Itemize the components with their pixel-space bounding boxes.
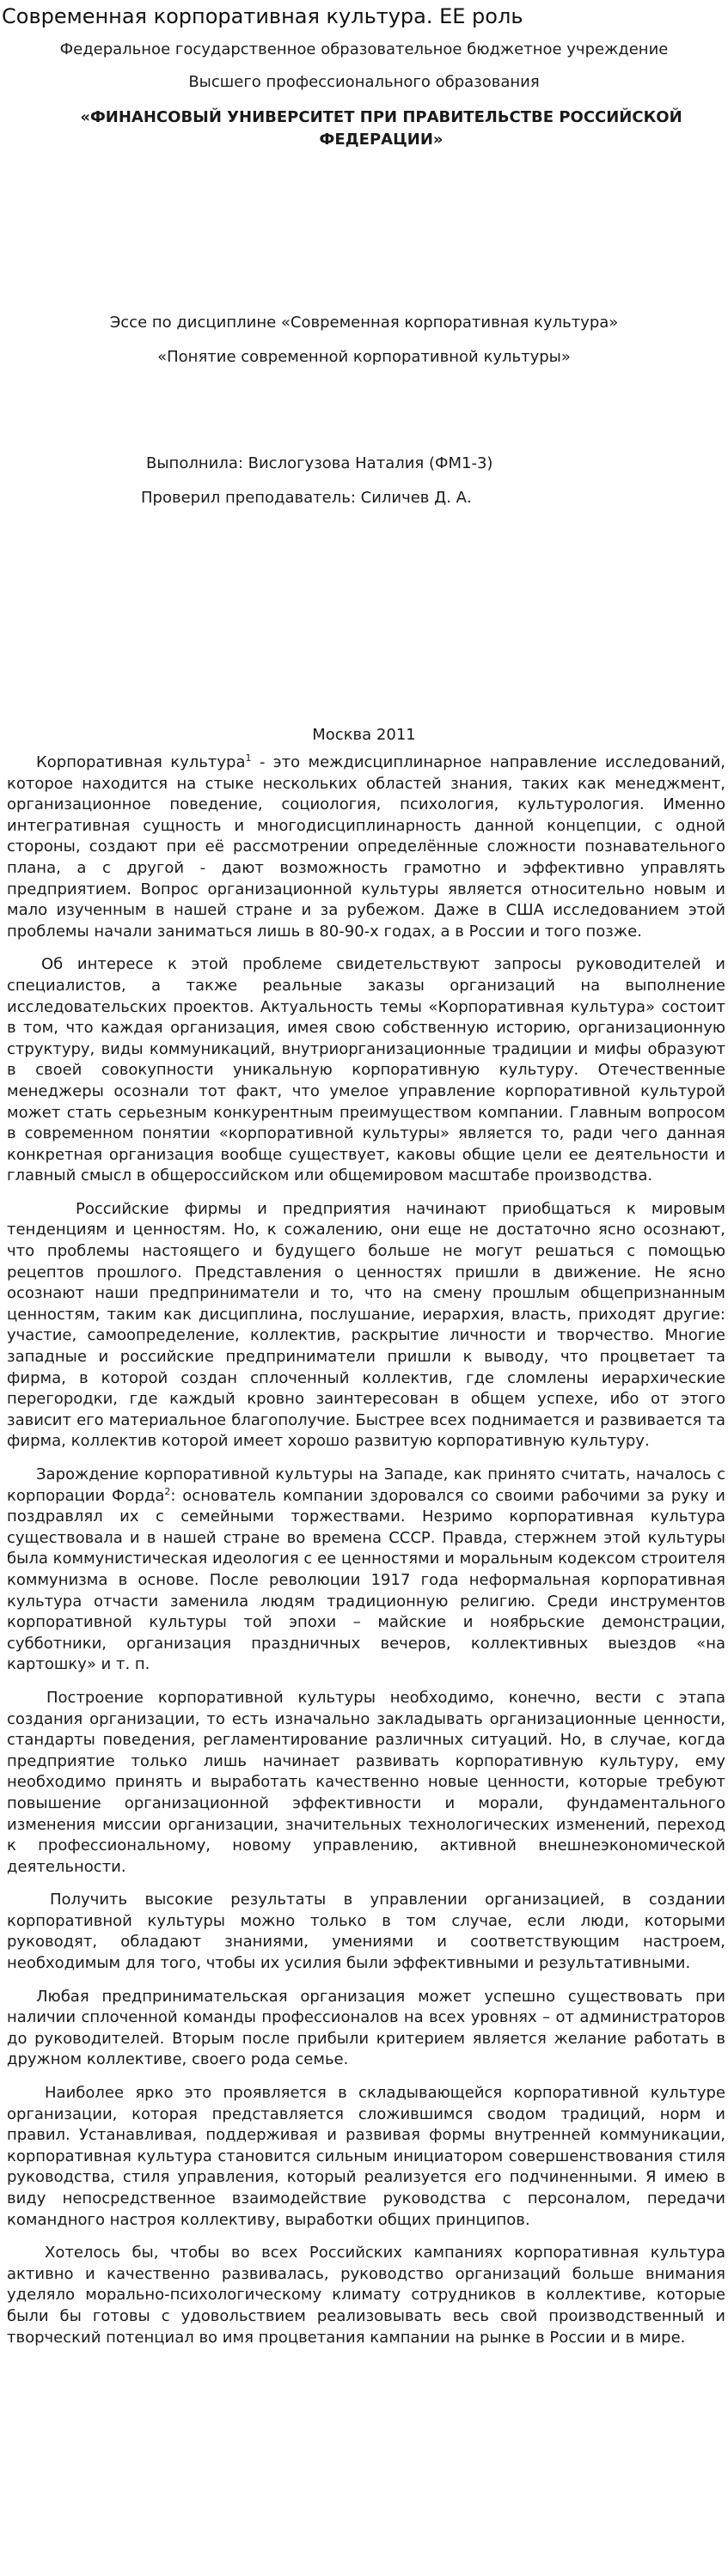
paragraph-text: Корпоративная культура bbox=[36, 753, 246, 771]
page-title: Современная корпоративная культура. ЕЕ роль bbox=[2, 4, 523, 28]
education-level: Высшего профессионального образования bbox=[188, 73, 540, 91]
paragraph-text: Российские фирмы и предприятия начинают приобщаться к мировым тенденциям и ценностям. Но, к сожалению, они еще не достаточно ясно осознают, что проблемы настоящего и будущего больше не могут решаться с помощью рецептов прошлого. Представления о ценностях пришли в движение. Не ясно осознают наши предприниматели и то, что на смену прошлым общепризнанным ценностям, таким как дисциплина, послушание, иерархия, власть, приходят другие: участие, самоопределение, коллектив, раскрытие личности и творчество. Многие западные и российские предприниматели пришли к выводу, что процветает та фирма, в которой создан сплоченный коллектив, где сломлены иерархические перегородки, где каждый кровно заинтересован в общем успехе, ибо от этого зависит его материальное благополучие. Быстрее всех поднимается и развивается та фирма, коллектив которой имеет хорошо развитую корпоративную культуру. bbox=[7, 1199, 725, 1451]
paragraph-text: Построение корпоративной культуры необходимо, конечно, вести с этапа создания организации, то есть изначально закладывать организационные ценности, стандарты поведения, регламентирование различных ситуаций. Но, в случае, когда предприятие только лишь начинает развивать корпоративную культуру, ему необходимо принять и выработать качественно новые ценности, которые требуют повышение организационной эффективности и морали, фундаментального изменения миссии организации, значительных технологических изменений, переход к профессиональному, новому управлению, активной внешнеэкономической деятельности. bbox=[7, 1688, 725, 1876]
essay-discipline: Эссе по дисциплине «Современная корпоративная культура» bbox=[109, 314, 619, 332]
city-year: Москва 2011 bbox=[312, 726, 416, 744]
essay-body bbox=[7, 752, 725, 2360]
paragraph-text: Любая предпринимательская организация может успешно существовать при наличии сплоченной команды профессионалов на всех уровнях – от администраторов до руководителей. Вторым после прибыли критерием является желание работать в дружном коллективе, своего рода семье. bbox=[7, 1987, 725, 2069]
paragraph-text: Хотелось бы, чтобы во всех Российских кампаниях корпоративная культура активно и качественно развивалась, руководство организаций больше внимания уделяло морально-психологическому климату сотрудников в коллективе, которые были бы готовы с удовольствием реализовывать весь свой производственный и творческий потенциал во имя процветания кампании на рынке в России и в мире. bbox=[7, 2244, 725, 2347]
body-paragraph bbox=[7, 1465, 725, 1676]
footnote-marker: 1 bbox=[245, 752, 252, 764]
paragraph-text: - это междисциплинарное направление исследований, которое находится на стыке нескольких областей знания, таких как менеджмент, организационное поведение, социология, психология, культурология. Именно интегративная сущность и многодисциплинарность данной концепции, с одной стороны, создают при её рассмотрении определённые сложности познавательного плана, а с другой - дают возможность грамотно и эффективно управлять предприятием. Вопрос организационной культуры является относительно новым и мало изученным в нашей стране и за рубежом. Даже в США исследованием этой проблемы начали заниматься лишь в 80-90-х годах, а в России и того позже. bbox=[7, 753, 726, 941]
body-paragraph bbox=[7, 752, 725, 942]
paragraph-text: Получить высокие результаты в управлении организацией, в создании корпоративной культуры можно только в том случае, если люди, которыми руководят, обладают знаниями, умениями и соответствующим настроем, необходимым для того, чтобы их усилия были эффективными и результативными. bbox=[7, 1891, 725, 1973]
essay-topic: «Понятие современной корпоративной культуры» bbox=[157, 348, 571, 366]
university-name: «ФИНАНСОВЫЙ УНИВЕРСИТЕТ ПРИ ПРАВИТЕЛЬСТВЕ РОССИЙСКОЙ ФЕДЕРАЦИИ» bbox=[80, 108, 682, 149]
institution-type: Федеральное государственное образовательное бюджетное учреждение bbox=[59, 40, 669, 58]
body-paragraph bbox=[7, 2243, 725, 2348]
body-paragraph bbox=[7, 1890, 725, 1974]
author-checked: Проверил преподаватель: Силичев Д. А. bbox=[141, 489, 472, 507]
body-paragraph bbox=[7, 2083, 725, 2231]
footnote-marker: 2 bbox=[164, 1485, 171, 1497]
body-paragraph bbox=[7, 1688, 725, 1878]
body-paragraph bbox=[7, 1987, 725, 2071]
author-performed: Выполнила: Вислогузова Наталия (ФМ1-3) bbox=[146, 454, 493, 472]
body-paragraph bbox=[7, 954, 725, 1187]
paragraph-text: : основатель компании здоровался со своими рабочими за руку и поздравлял их с семейными торжествами. Незримо корпоративная культура существовала и в нашей стране во времена СССР. Правда, стержнем этой культуры была коммунистическая идеология с ее ценностями и моральным кодексом строителя коммунизма в основе. После революции 1917 года неформальная корпоративная культура отчасти заменила людям традиционную религию. Среди инструментов корпоративной культуры той эпохи – майские и ноябрьские демонстрации, субботники, организация праздничных вечеров, коллективных выездов «на картошку» и т. п. bbox=[7, 1486, 726, 1674]
paragraph-text: Об интересе к этой проблеме свидетельствуют запросы руководителей и специалистов, а также реальные заказы организаций на выполнение исследовательских проектов. Актуальность темы «Корпоративная культура» состоит в том, что каждая организация, имея свою собственную историю, организационную структуру, виды коммуникаций, внутриорганизационные традиции и мифы образуют в своей совокупности уникальную корпоративную культуру. Отечественные менеджеры осознали тот факт, что умелое управление корпоративной культурой может стать серьезным конкурентным преимуществом компании. Главным вопросом в современном понятии «корпоративной культуры» является то, ради чего данная конкретная организация вообще существует, каковы общие цели ее деятельности и главный смысл в общероссийском или общемировом масштабе производства. bbox=[7, 955, 725, 1185]
paragraph-text: Наиболее ярко это проявляется в складывающейся корпоративной культуре организации, которая представляется сложившимся сводом традиций, норм и правил. Устанавливая, поддерживая и развивая формы внутренней коммуникации, корпоративная культура становится сильным инициатором совершенствования стиля руководства, стиля управления, который реализуется его подчиненными. Я имею в виду непосредственное взаимодействие руководства с персоналом, передачи командного настроя коллективу, выработки общих принципов. bbox=[7, 2084, 725, 2229]
body-paragraph bbox=[7, 1199, 725, 1452]
paragraph-text: Зарождение корпоративной культуры на Западе, как принято считать, началось с корпорации Форда bbox=[7, 1465, 725, 1505]
